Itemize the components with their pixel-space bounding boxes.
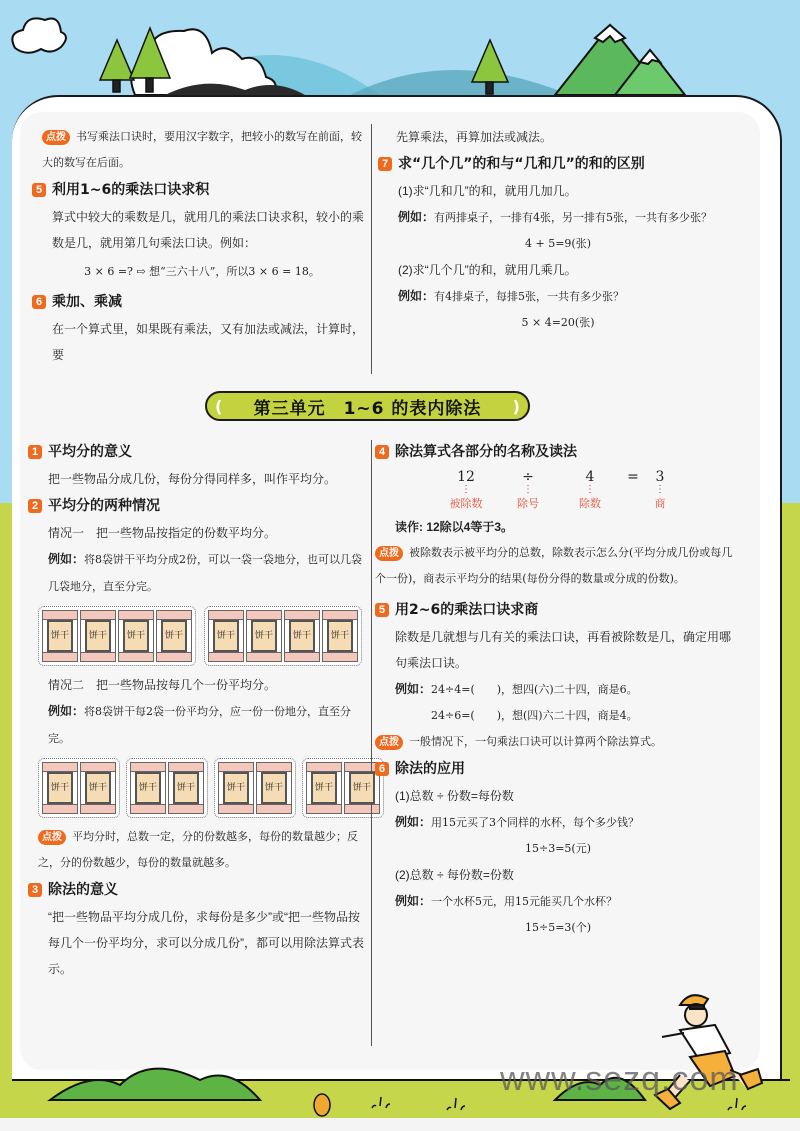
paragraph: 除数是几就想与几有关的乘法口诀，再看被除数是几，确定用哪句乘法口诀。 <box>395 630 732 670</box>
biscuit-bag-icon: 饼干 <box>256 762 292 814</box>
tip-badge: 点拨 <box>38 830 66 845</box>
left-paren-decoration: ( <box>215 396 223 416</box>
equation: 15÷5=3(个) <box>525 921 592 934</box>
section-number-badge: 5 <box>32 183 46 197</box>
tip-note: 点拨 被除数表示被平均分的总数，除数表示怎么分(平均分成几份或每几个一份)，商表示平均分的结果(每份分得的数量或分成的份数)。 <box>375 546 733 585</box>
bottom-page-edge <box>0 1118 800 1131</box>
paragraph: “把一些物品平均分成几份，求每份是多少”或“把一些物品按每几个一份平均分，求可以分成几份”，都可以用除法算式表示。 <box>48 910 364 976</box>
section-heading: 2 平均分的两种情况 <box>28 492 368 520</box>
reading: 读作: 12除以4等于3。 <box>395 520 514 534</box>
example: 例如：一个水杯5元，用15元能买几个水杯？ <box>395 894 618 908</box>
section-number-badge: 7 <box>378 157 392 171</box>
equation: 5 × 4=20(张) <box>521 316 595 329</box>
tip-note: 点拨 书写乘法口诀时，要用汉字数字，把较小的数写在前面，较大的数写在后面。 <box>42 130 362 169</box>
right-paren-decoration: ) <box>512 396 520 416</box>
section-heading: 5 利用1~6的乘法口诀求积 <box>32 176 372 204</box>
biscuit-group <box>214 758 296 818</box>
section-number-badge: 4 <box>375 445 389 459</box>
biscuit-group <box>204 606 362 666</box>
biscuit-bag-icon: 饼干 <box>284 610 320 662</box>
example: 24÷6=( )，想(四)六二十四，商是4。 <box>431 709 638 722</box>
section-number-badge: 6 <box>32 295 46 309</box>
paragraph: 把一些物品分成几份，每份分得同样多，叫作平均分。 <box>48 472 337 486</box>
section-heading: 7 求“几个几”的和与“几和几”的和的区别 <box>378 150 738 178</box>
biscuit-groups-2x4 <box>38 606 368 666</box>
biscuit-bag-icon: 饼干 <box>218 762 254 814</box>
example: 例如：将8袋饼干平均分成2份，可以一袋一袋地分，也可以几袋几袋地分，直至分完。 <box>48 552 363 593</box>
example: 例如：24÷4=( )，想四(六)二十四，商是6。 <box>395 682 638 696</box>
biscuit-bag-icon: 饼干 <box>118 610 154 662</box>
section-heading: 5 用2~6的乘法口诀求商 <box>375 596 735 624</box>
equation: 15÷3=5(元) <box>525 842 592 855</box>
formula: (2)总数 ÷ 每份数=份数 <box>395 868 514 882</box>
biscuit-bag-icon: 饼干 <box>306 762 342 814</box>
tip-note: 点拨 一般情况下，一句乘法口诀可以计算两个除法算式。 <box>375 729 735 755</box>
section-number-badge: 3 <box>28 883 42 897</box>
tip-badge: 点拨 <box>42 130 70 145</box>
top-left-column <box>32 124 372 368</box>
division-sign: ÷ ⋮ 除号 <box>517 469 539 510</box>
case-heading: 情况二 把一些物品按每几个一份平均分。 <box>48 678 277 692</box>
biscuit-bag-icon: 饼干 <box>42 762 78 814</box>
section-number-badge: 5 <box>375 603 389 617</box>
example: 例如：用15元买了3个同样的水杯，每个多少钱？ <box>395 815 640 829</box>
biscuit-bag-icon: 饼干 <box>168 762 204 814</box>
equals-sign: = <box>627 469 639 485</box>
example: 例如：将8袋饼干每2袋一份平均分，应一份一份地分，直至分完。 <box>48 704 352 745</box>
example: 例如：有4排桌子，每排5张，一共有多少张？ <box>398 289 625 303</box>
biscuit-groups-4x2 <box>38 758 371 818</box>
biscuit-bag-icon: 饼干 <box>156 610 192 662</box>
biscuit-bag-icon: 饼干 <box>80 762 116 814</box>
biscuit-bag-icon: 饼干 <box>130 762 166 814</box>
biscuit-bag-icon: 饼干 <box>322 610 358 662</box>
biscuit-bag-icon: 饼干 <box>80 610 116 662</box>
left-column <box>28 438 371 982</box>
paragraph: 算式中较大的乘数是几，就用几的乘法口诀求积，较小的乘数是几，就用第几句乘法口诀。例如： <box>52 210 365 250</box>
division-parts-diagram <box>375 468 735 514</box>
section-heading: 3 除法的意义 <box>28 876 368 904</box>
example-equation: 3 × 6 =? ⇨ 想“三六十八”，所以3 × 6 = 18。 <box>84 265 320 278</box>
unit-title: 第三单元 1~6 的表内除法 <box>253 398 482 419</box>
biscuit-bag-icon: 饼干 <box>208 610 244 662</box>
section-number-badge: 1 <box>28 445 42 459</box>
paragraph: (1)求“几和几”的和，就用几加几。 <box>398 184 577 198</box>
tip-badge: 点拨 <box>375 735 403 750</box>
column-divider <box>371 124 372 374</box>
example: 例如：有两排桌子，一排有4张，另一排有5张，一共有多少张？ <box>398 210 713 224</box>
paragraph: (2)求“几个几”的和，就用几乘几。 <box>398 263 577 277</box>
divisor: 4 ⋮ 除数 <box>579 469 601 510</box>
biscuit-bag-icon: 饼干 <box>344 762 380 814</box>
section-heading: 4 除法算式各部分的名称及读法 <box>375 438 735 466</box>
unit-title-banner <box>205 391 530 421</box>
paragraph: 先算乘法，再算加法或减法。 <box>396 130 553 144</box>
column-divider <box>371 440 372 1046</box>
top-right-column <box>378 124 738 336</box>
tip-note: 点拨 平均分时，总数一定，分的份数越多，每份的数量越少；反之，分的份数越少，每份的数量就越多。 <box>38 830 358 869</box>
section-number-badge: 2 <box>28 499 42 513</box>
biscuit-group <box>38 758 120 818</box>
section-heading: 1 平均分的意义 <box>28 438 368 466</box>
quotient: 3 ⋮ 商 <box>654 469 666 510</box>
section-heading: 6 除法的应用 <box>375 755 735 783</box>
formula: (1)总数 ÷ 份数=每份数 <box>395 789 514 803</box>
biscuit-group <box>38 606 196 666</box>
mountain-icon <box>555 25 685 95</box>
right-column <box>375 438 735 941</box>
section-number-badge: 6 <box>375 762 389 776</box>
case-heading: 情况一 把一些物品按指定的份数平均分。 <box>48 526 277 540</box>
biscuit-bag-icon: 饼干 <box>42 610 78 662</box>
biscuit-group <box>126 758 208 818</box>
tip-badge: 点拨 <box>375 546 403 561</box>
biscuit-bag-icon: 饼干 <box>246 610 282 662</box>
equation: 4 + 5=9(张) <box>524 237 591 250</box>
watermark: www.sezq.com <box>500 1060 739 1098</box>
section-heading: 6 乘加、乘减 <box>32 288 372 316</box>
paragraph: 在一个算式里，如果既有乘法，又有加法或减法，计算时，要 <box>52 322 365 362</box>
dividend: 12 ⋮ 被除数 <box>449 469 483 510</box>
